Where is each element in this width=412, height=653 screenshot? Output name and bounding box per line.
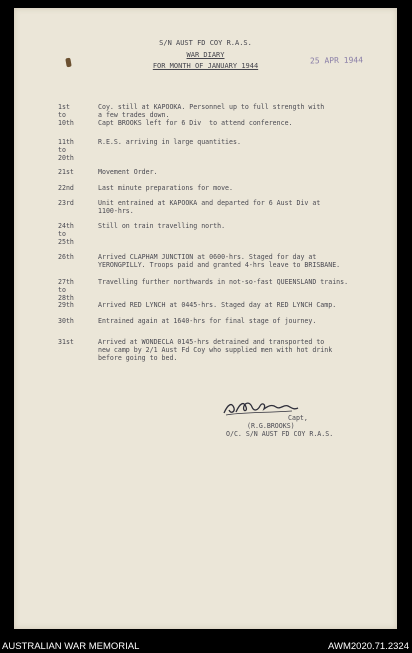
entry-text: before going to bed. [98,354,178,362]
entry-date: to [58,146,66,154]
entry-date: 10th [58,119,74,127]
entry-date: 1st [58,103,70,111]
entry-date: to [58,111,66,119]
entry-text: new camp by 2/1 Aust Fd Coy who supplied men with hot drink [98,346,333,354]
entry-date: 22nd [58,184,74,192]
entry-text: Entrained again at 1640-hrs for final stage of journey. [98,317,317,325]
signatory-rank: Capt, [288,414,308,422]
entry-date: 23rd [58,199,74,207]
entry-text: a few trades down. [98,111,170,119]
footer-accession-number: AWM2020.71.2324 [328,641,409,652]
entry-text: Last minute preparations for move. [98,184,233,192]
entry-text: Still on train travelling north. [98,222,226,230]
entry-date: 31st [58,338,74,346]
entry-date: 30th [58,317,74,325]
entry-text: Coy. still at KAPOOKA. Personnel up to full strength with [98,103,325,111]
entry-date: 29th [58,301,74,309]
entry-date: 25th [58,238,74,246]
entry-date: 20th [58,154,74,162]
entry-text: 1100-hrs. [98,207,134,215]
document-page [14,8,397,629]
entry-date: 27th [58,278,74,286]
entry-text: Movement Order. [98,168,158,176]
entry-date: 11th [58,138,74,146]
date-received-stamp: 25 APR 1944 [309,55,364,66]
footer-institution: AUSTRALIAN WAR MEMORIAL [2,641,140,652]
entry-date: 24th [58,222,74,230]
entry-text: Capt BROOKS left for 6 Div to attend conference. [98,119,293,127]
entry-date: to [58,230,66,238]
entry-text: Unit entrained at KAPOOKA and departed for 6 Aust Div at [98,199,321,207]
unit-heading: S/N AUST FD COY R.A.S. [159,39,252,47]
entry-date: 21st [58,168,74,176]
entry-text: Arrived CLAPHAM JUNCTION at 0600-hrs. Staged for day at [98,253,317,261]
document-period: FOR MONTH OF JANUARY 1944 [152,62,259,70]
signatory-name: (R.G.BROOKS) [247,422,295,430]
document-title: WAR DIARY [186,51,225,59]
entry-text: YERONGPILLY. Troops paid and granted 4-hrs leave to BRISBANE. [98,261,341,269]
entry-text: R.E.S. arriving in large quantities. [98,138,241,146]
entry-date: 26th [58,253,74,261]
entry-text: Arrived at WONDECLA 0145-hrs detrained and transported to [98,338,325,346]
entry-date: 28th [58,294,74,302]
entry-text: Arrived RED LYNCH at 0445-hrs. Staged day at RED LYNCH Camp. [98,301,337,309]
entry-date: to [58,286,66,294]
entry-text: Travelling further northwards in not-so-fast QUEENSLAND trains. [98,278,349,286]
signatory-position: O/C. S/N AUST FD COY R.A.S. [226,430,334,438]
